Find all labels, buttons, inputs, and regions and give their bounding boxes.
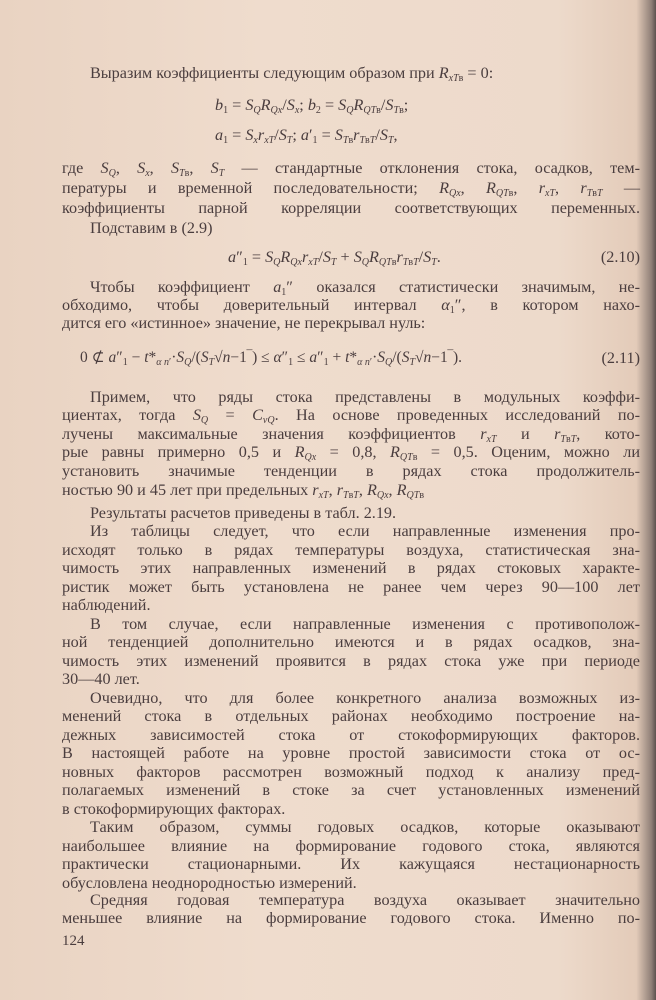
paragraph-line: исходят только в рядах температуры воздуха, статистическая зна- bbox=[62, 541, 640, 559]
formula-2-10: $a''_1 = S_QR_{Qx}r_{xT}/S_T + S_QR_{QTв}r_{TвT}/S_T$. bbox=[228, 248, 441, 268]
paragraph-line: наибольшее влияние на формирование годового стока, являются bbox=[62, 837, 640, 855]
paragraph-line: ной тенденцией дополнительно имеются и в рядах осадков, зна- bbox=[62, 633, 640, 651]
paragraph-line: В том случае, если направленные изменения с противополож- bbox=[90, 615, 640, 633]
paragraph-line: полагаемых изменений в стоке за счет установленных изменений bbox=[62, 781, 640, 799]
formula-a-coefficients: $a_1 = S_xr_{xT}/S_T$; $a'_1 = S_{Tв}r_{TвT}/S_T$, bbox=[215, 126, 398, 146]
paragraph-line: в стокоформирующих факторах. bbox=[62, 800, 286, 818]
paragraph-line: ностью 90 и 45 лет при предельных $r_{xT}$, $r_{TвT}$, $R_{Qx}$, $R_{QTв}$ bbox=[62, 481, 425, 501]
equation-number: (2.11) bbox=[601, 349, 640, 367]
paragraph-line: дежных зависимостей стока от стокоформирующих факторов. bbox=[62, 726, 640, 744]
paragraph-line: обусловлена неоднородностью измерений. bbox=[62, 874, 357, 892]
intro-line: Выразим коэффициенты следующим образом при $R_{xTв} = 0$: bbox=[90, 64, 494, 84]
paragraph-line: лучены максимальные значения коэффициентов $r_{xT}$ и $r_{TвT}$, кото- bbox=[62, 425, 640, 445]
paragraph-line: наблюдений. bbox=[62, 596, 151, 614]
paragraph-line: новных факторов рассмотрен возможный подход к анализу пред- bbox=[62, 763, 640, 781]
paragraph-line: Таким образом, суммы годовых осадков, которые оказывают bbox=[90, 818, 640, 836]
paragraph-line: обходимо, чтобы доверительный интервал $\alpha_1''$, в котором нахо- bbox=[62, 296, 640, 316]
paragraph-line: дится его «истинное» значение, не перекрывал нуль: bbox=[62, 314, 426, 332]
paragraph-line: установить значимые тенденции в рядах стока продолжитель- bbox=[62, 462, 640, 480]
paragraph-line: В настоящей работе на уровне простой зависимости стока от ос- bbox=[62, 744, 640, 762]
paragraph-line: Результаты расчетов приведены в табл. 2.19. bbox=[90, 504, 397, 522]
paragraph-line: менений стока в отдельных районах необходимо построение на- bbox=[62, 707, 640, 725]
paragraph-line: Средняя годовая температура воздуха оказывает значительно bbox=[90, 891, 640, 909]
paragraph-line: Очевидно, что для более конкретного анализа возможных из- bbox=[90, 689, 640, 707]
paragraph-line: чимость этих изменений проявится в рядах стока уже при периоде bbox=[62, 652, 640, 670]
where-line: где $S_Q$, $S_x$, $S_{Tв}$, $S_T$ — стандартные отклонения стока, осадков, тем- bbox=[62, 159, 640, 179]
substitute-line: Подставим в (2.9) bbox=[90, 219, 213, 237]
paragraph-line: рые равны примерно 0,5 и $R_{Qx} = 0,8$, $R_{QTв} = 0,5$. Оценим, можно ли bbox=[62, 443, 640, 463]
formula-b-coefficients: $b_1 = S_QR_{Qx}/S_x$; $b_2 = S_QR_{QTв}/S_{Tв}$; bbox=[215, 96, 409, 116]
paragraph-line: меньшее влияние на формирование годового стока. Именно по- bbox=[62, 909, 640, 927]
paragraph-line: 30—40 лет. bbox=[62, 670, 140, 688]
paragraph-line: Чтобы коэффициент $a_1''$ оказался статистически значимым, не- bbox=[90, 278, 640, 298]
where-line: пературы и временной последовательности; $R_{Qx}$, $R_{QTв}$, $r_{xT}$, $r_{TвT}$ — bbox=[62, 179, 641, 199]
page-number: 124 bbox=[62, 933, 85, 949]
paragraph-line: чимость этих направленных изменений в рядах стоковых характе- bbox=[62, 559, 640, 577]
where-line: коэффициенты парной корреляции соответствующих переменных. bbox=[62, 199, 640, 217]
paragraph-line: практически стационарными. Их кажущаяся нестационарность bbox=[62, 855, 640, 873]
paragraph-line: циентах, тогда $S_Q = C_{vQ}$. На основе проведенных исследований по- bbox=[62, 406, 640, 426]
paragraph-line: Примем, что ряды стока представлены в модульных коэффи- bbox=[90, 388, 640, 406]
paragraph-line: ристик может быть установлена не ранее чем через 90—100 лет bbox=[62, 578, 640, 596]
formula-2-11: 0 ⊄ $a''_1$ − $t*_{\alpha n'}\cdot S_Q/(S_T√n-1‾) \le \alpha''_1 \le a''_1$ + $t*_{\alpha n'}\cdot S_Q/(S_T√n-1‾)$. bbox=[80, 349, 462, 368]
equation-number: (2.10) bbox=[600, 248, 640, 266]
paragraph-line: Из таблицы следует, что если направленные изменения про- bbox=[90, 522, 640, 540]
